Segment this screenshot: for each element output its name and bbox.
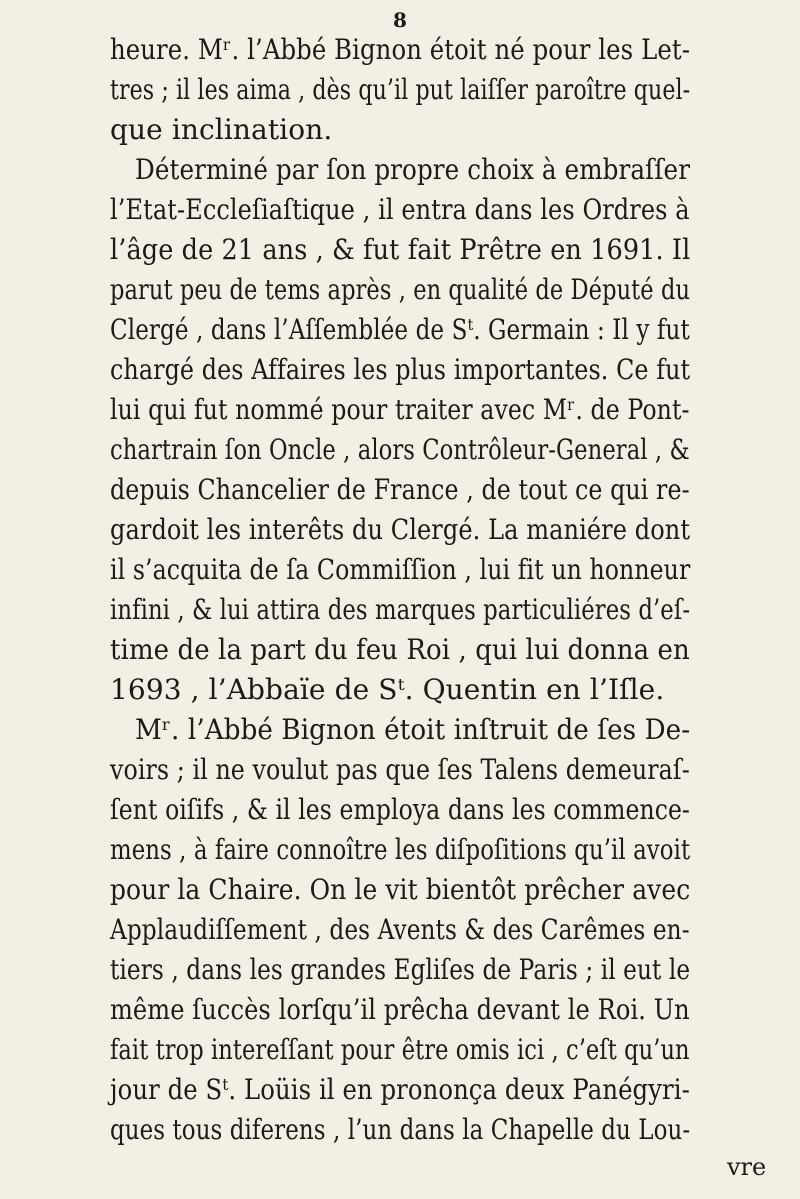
text-line: fait trop intereſſant pour être omis ici , c’eſt qu’un [110,1033,690,1066]
text-line: que inclination. [110,113,333,146]
text-line: chargé des Affaires les plus importantes. Ce fut [110,353,691,386]
text-line: même ſuccès lorſqu’il prêcha devant le Roi. Un [110,993,690,1026]
catchword: vre [727,1153,767,1181]
text-line: tiers , dans les grandes Egliſes de Paris ; il eut le [110,953,691,986]
text-line: gardoit les interêts du Clergé. La maniére dont [110,513,691,546]
text-line: pour la Chaire. On le vit bientôt prêcher avec [110,873,691,906]
text-line: Déterminé par ſon propre choix à embraſſer [135,153,691,186]
text-line: 1693 , l’Abbaïe de Sᵗ. Quentin en l’Iſle. [110,673,665,706]
text-line: lui qui fut nommé pour traiter avec Mʳ. de Pont- [110,393,690,426]
text-line: ques tous diferens , l’un dans la Chapelle du Lou- [110,1113,691,1146]
text-line: mens , à faire connoître les diſpoſitions qu’il avoit [110,833,691,866]
text-line: jour de Sᵗ. Loüis il en prononça deux Panégyri- [110,1073,690,1106]
page-number: 8 [393,8,407,32]
text-line: Mʳ. l’Abbé Bignon étoit inſtruit de ſes De- [135,713,691,746]
text-line: heure. Mʳ. l’Abbé Bignon étoit né pour les Let- [110,33,691,66]
text-line: tres ; il les aima , dès qu’il put laiſſer paroître quel- [110,73,691,106]
text-line: Applaudiſſement , des Avents & des Carêmes en- [110,913,690,946]
text-line: parut peu de tems après , en qualité de Député du [110,273,691,306]
text-line: depuis Chancelier de France , de tout ce qui re- [110,473,690,506]
text-line: infini , & lui attira des marques particuliéres d’eſ- [110,593,691,626]
text-line: l’âge de 21 ans , & fut fait Prêtre en 1691. Il [110,233,691,266]
text-line: Clergé , dans l’Aſſemblée de Sᵗ. Germain : Il y fut [110,313,690,346]
text-line: il s’acquita de ſa Commiſſion , lui fit un honneur [110,553,691,586]
text-line: ſent oiſifs , & il les employa dans les commence- [110,793,690,826]
text-line: chartrain ſon Oncle , alors Contrôleur-General , & [110,433,690,466]
text-line: time de la part du feu Roi , qui lui donna en [110,633,690,666]
text-line: voirs ; il ne voulut pas que ſes Talens demeuraſ- [110,753,690,786]
text-line: l’Etat-Eccleſiaſtique , il entra dans les Ordres à [110,193,690,226]
